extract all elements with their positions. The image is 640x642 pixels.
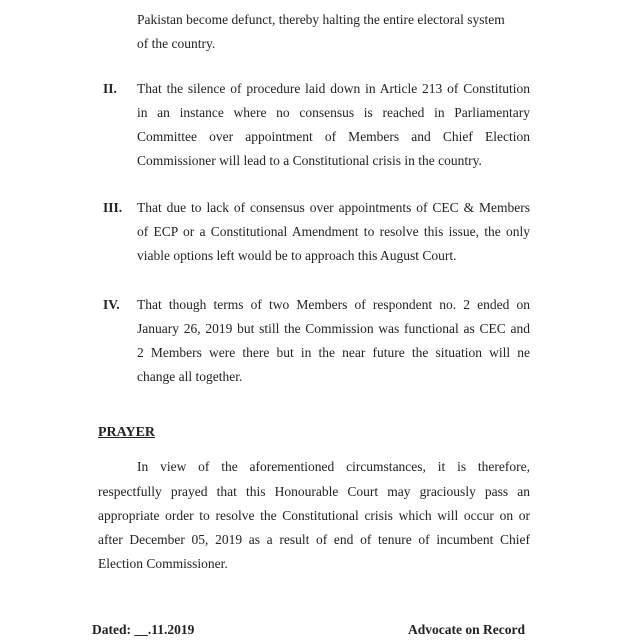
point-number: III.	[103, 200, 123, 215]
prayer-line: appropriate order to resolve the Constitutional crisis which will occur on or	[98, 508, 530, 523]
point-line: of ECP or a Constitutional Amendment to resolve this issue, the only	[137, 224, 530, 239]
point-line: That though terms of two Members of respondent no. 2 ended on	[137, 297, 530, 312]
point-line: change all together.	[137, 369, 243, 384]
point-line: in an instance where no consensus is reached in Parliamentary	[137, 105, 530, 120]
point-line: viable options left would be to approach this August Court.	[137, 248, 457, 263]
point-line: 2 Members were there but in the near future the situation will ne	[137, 345, 530, 360]
point-line: That due to lack of consensus over appointments of CEC & Members	[137, 200, 530, 215]
point-line: January 26, 2019 but still the Commission was functional as CEC and	[137, 321, 530, 336]
intro-line: of the country.	[137, 36, 216, 51]
point-line: Committee over appointment of Members and Chief Election	[137, 129, 530, 144]
prayer-line: after December 05, 2019 as a result of end of tenure of incumbent Chief	[98, 532, 530, 547]
point-line: That the silence of procedure laid down in Article 213 of Constitution	[137, 81, 530, 96]
signature-label: Advocate on Record	[408, 622, 525, 637]
intro-line: Pakistan become defunct, thereby halting the entire electoral system	[137, 12, 505, 27]
dated-label: Dated: __.11.2019	[92, 622, 195, 637]
point-number: II.	[103, 81, 117, 96]
prayer-heading: PRAYER	[98, 425, 156, 440]
prayer-line: Election Commissioner.	[98, 556, 228, 571]
point-line: Commissioner will lead to a Constitutional crisis in the country.	[137, 153, 482, 168]
prayer-line: In view of the aforementioned circumstances, it is therefore,	[137, 459, 530, 474]
point-number: IV.	[103, 297, 120, 312]
prayer-line: respectfully prayed that this Honourable Court may graciously pass an	[98, 484, 530, 499]
